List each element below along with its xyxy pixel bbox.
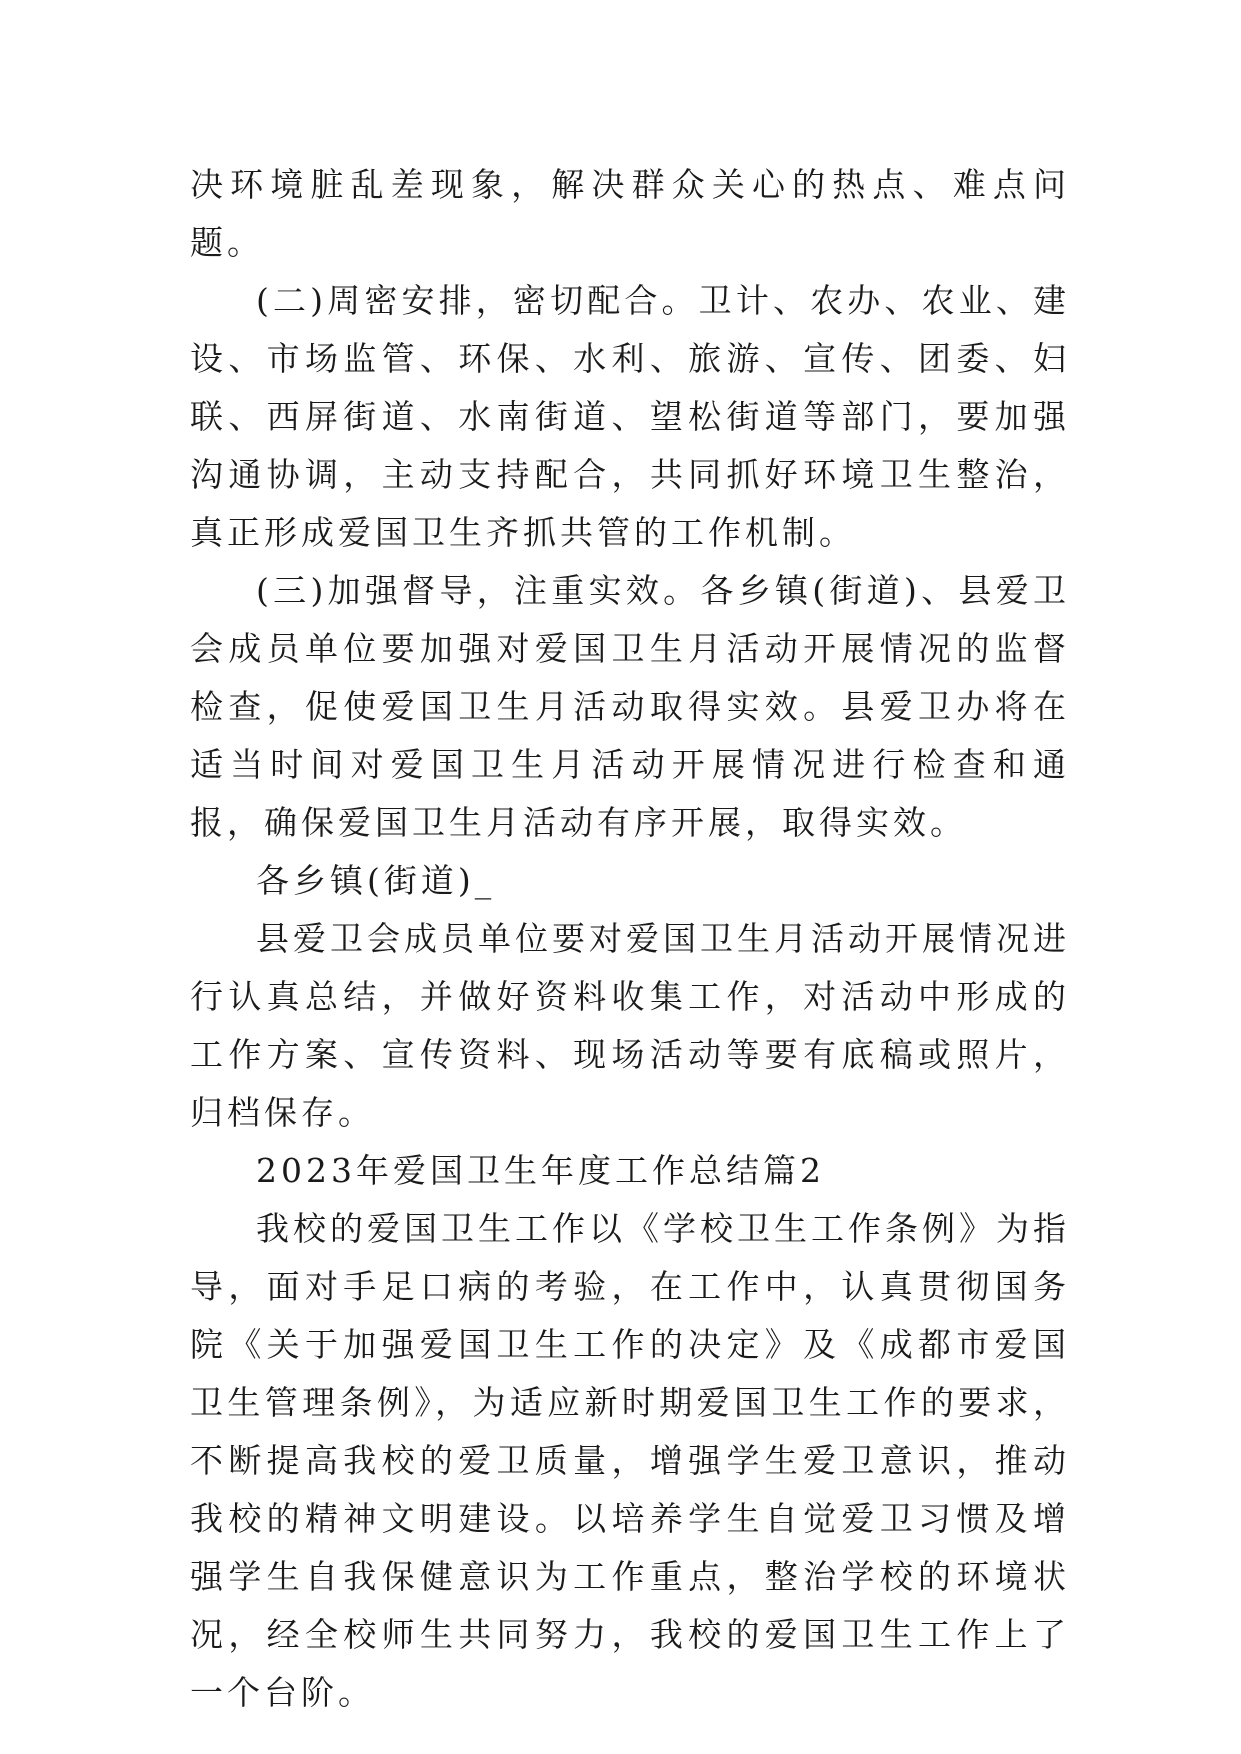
- paragraph-summary: 县爱卫会成员单位要对爱国卫生月活动开展情况进行认真总结，并做好资料收集工作，对活动中形成的工作方案、宣传资料、现场活动等要有底稿或照片，归档保存。: [190, 919, 1070, 1132]
- section-heading: 2023年爱国卫生年度工作总结篇2: [256, 1151, 825, 1190]
- document-body: [190, 156, 1070, 1722]
- paragraph-section-three: (三)加强督导，注重实效。各乡镇(街道)、县爱卫会成员单位要加强对爱国卫生月活动开展情况的监督检查，促使爱国卫生月活动取得实效。县爱卫办将在适当时间对爱国卫生月活动开展情况进行检查和通报，确保爱国卫生月活动有序开展，取得实效。: [190, 571, 1070, 842]
- paragraph-school-work: 我校的爱国卫生工作以《学校卫生工作条例》为指导，面对手足口病的考验，在工作中，认真贯彻国务院《关于加强爱国卫生工作的决定》及《成都市爱国卫生管理条例》，为适应新时期爱国卫生工作的要求，不断提高我校的爱卫质量，增强学生爱卫意识，推动我校的精神文明建设。以培养学生自觉爱卫习惯及增强学生自我保健意识为工作重点，整治学校的环境状况，经全校师生共同努力，我校的爱国卫生工作上了一个台阶。: [190, 1209, 1070, 1712]
- paragraph-townships: 各乡镇(街道)_: [256, 861, 496, 900]
- paragraph-continuation: 决环境脏乱差现象，解决群众关心的热点、难点问题。: [190, 165, 1070, 262]
- paragraph-section-two: (二)周密安排，密切配合。卫计、农办、农业、建设、市场监管、环保、水利、旅游、宣传、团委、妇联、西屏街道、水南街道、望松街道等部门，要加强沟通协调，主动支持配合，共同抓好环境卫生整治，真正形成爱国卫生齐抓共管的工作机制。: [190, 281, 1070, 552]
